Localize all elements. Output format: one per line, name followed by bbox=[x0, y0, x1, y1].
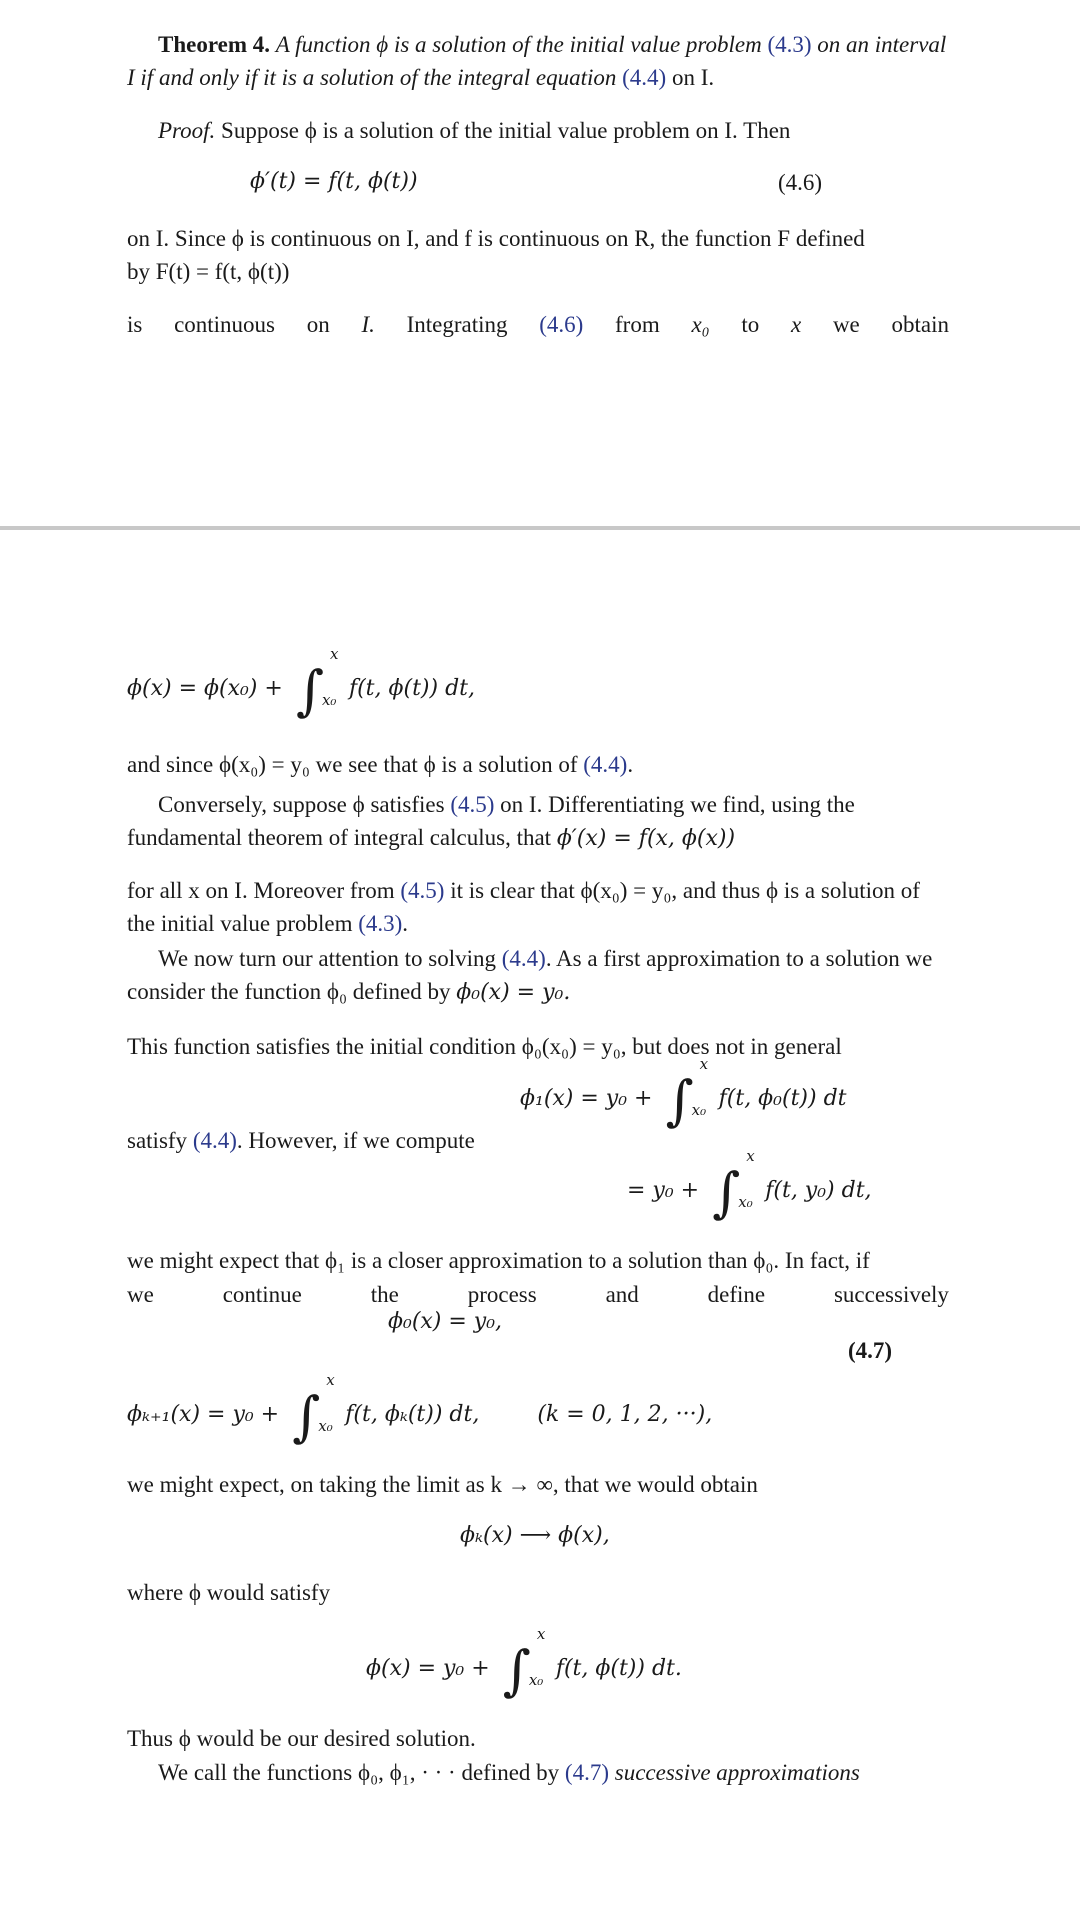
justified-line: we continue the process and define successively bbox=[127, 1282, 949, 1307]
equation-4-7-initial: ϕ₀(x) = y₀, bbox=[388, 1309, 503, 1334]
paragraph: satisfy (4.4). However, if we compute bbox=[127, 1128, 475, 1153]
equation-link[interactable]: (4.3) bbox=[767, 32, 812, 57]
equation-phi1: ϕ₁(x) = y₀ + ∫ x x₀ f(t, ϕ₀(t)) dt bbox=[520, 1055, 847, 1132]
integral-sign: ∫ bbox=[502, 1639, 531, 1702]
paragraph: This function satisfies the initial condition ϕ₀(x₀) = y₀, but does not in general bbox=[127, 1034, 842, 1059]
paragraph: where ϕ would satisfy bbox=[127, 1580, 331, 1605]
integral-sign: ∫ bbox=[712, 1161, 741, 1224]
equation-4-6: ϕ′(t) = f(t, ϕ(t)) bbox=[250, 169, 418, 194]
equation-number: (4.6) bbox=[778, 170, 823, 195]
equation-link[interactable]: (4.4) bbox=[192, 1128, 237, 1153]
proof-justified-line: is continuous on I. Integrating (4.6) from x₀ to x we obtain bbox=[127, 308, 949, 341]
equation-link[interactable]: (4.6) bbox=[539, 312, 584, 337]
integral-equation: ϕ(x) = ϕ(x₀) + ∫ x x₀ f(t, ϕ(t)) dt, bbox=[127, 645, 476, 722]
equation-link[interactable]: (4.5) bbox=[450, 792, 495, 817]
paragraph: We call the functions ϕ₀, ϕ₁, · · · defined by (4.7) successive approximations bbox=[158, 1760, 860, 1785]
equation-link[interactable]: (4.5) bbox=[400, 878, 445, 903]
equation-phi1-continued: = y₀ + ∫ x x₀ f(t, y₀) dt, bbox=[627, 1147, 872, 1224]
paragraph: for all x on I. Moreover from (4.5) it is clear that ϕ(x₀) = y₀, and thus ϕ is a solution of the initial value problem (4.3). bbox=[127, 878, 920, 937]
equation-number: (4.7) bbox=[848, 1338, 893, 1363]
integral-sign: ∫ bbox=[295, 659, 324, 722]
integral-sign: ∫ bbox=[292, 1385, 321, 1448]
equation-link[interactable]: (4.4) bbox=[501, 946, 546, 971]
theorem-statement: Theorem 4. A function ϕ is a solution of the initial value problem (4.3) on an interval I if and only if it is a solution of the integral equation (4.4) on I. bbox=[127, 32, 947, 91]
equation-link[interactable]: (4.3) bbox=[358, 911, 403, 937]
equation-final: ϕ(x) = y₀ + ∫ x x₀ f(t, ϕ(t)) dt. bbox=[366, 1625, 682, 1702]
equation-4-7-recursion: ϕₖ₊₁(x) = y₀ + ∫ x x₀ f(t, ϕₖ(t)) dt, (k = 0, 1, 2, ···), bbox=[127, 1371, 713, 1448]
equation-link[interactable]: (4.4) bbox=[622, 65, 667, 91]
paragraph: Thus ϕ would be our desired solution. bbox=[127, 1726, 476, 1751]
page-separator bbox=[0, 526, 1080, 530]
paragraph: we might expect that ϕ₁ is a closer approximation to a solution than ϕ₀. In fact, if bbox=[127, 1248, 870, 1273]
theorem-label: Theorem 4. bbox=[158, 32, 271, 57]
proof-label: Proof. bbox=[158, 118, 216, 143]
proof-paragraph: on I. Since ϕ is continuous on I, and f is continuous on R, the function F defined by F(t) = f(t, ϕ(t)) bbox=[127, 226, 865, 285]
equation-link[interactable]: (4.4) bbox=[583, 752, 628, 777]
proof-intro: Proof. Suppose ϕ is a solution of the initial value problem on I. Then bbox=[158, 118, 791, 143]
paragraph: Conversely, suppose ϕ satisfies (4.5) on I. Differentiating we find, using the fundamental theorem of integral calculus, that ϕ′(x) = f(x, ϕ(x)) bbox=[127, 792, 855, 852]
paragraph: We now turn our attention to solving (4.4). As a first approximation to a solution we consider the function ϕ₀ defined by ϕ₀(x) = y₀. bbox=[127, 946, 933, 1006]
equation-link[interactable]: (4.7) bbox=[564, 1760, 609, 1785]
paragraph: and since ϕ(x₀) = y₀ we see that ϕ is a solution of (4.4). bbox=[127, 752, 634, 777]
equation-limit: ϕₖ(x) ⟶ ϕ(x), bbox=[460, 1523, 610, 1548]
paragraph: we might expect, on taking the limit as k → ∞, that we would obtain bbox=[127, 1472, 758, 1497]
integral-sign: ∫ bbox=[665, 1069, 694, 1132]
